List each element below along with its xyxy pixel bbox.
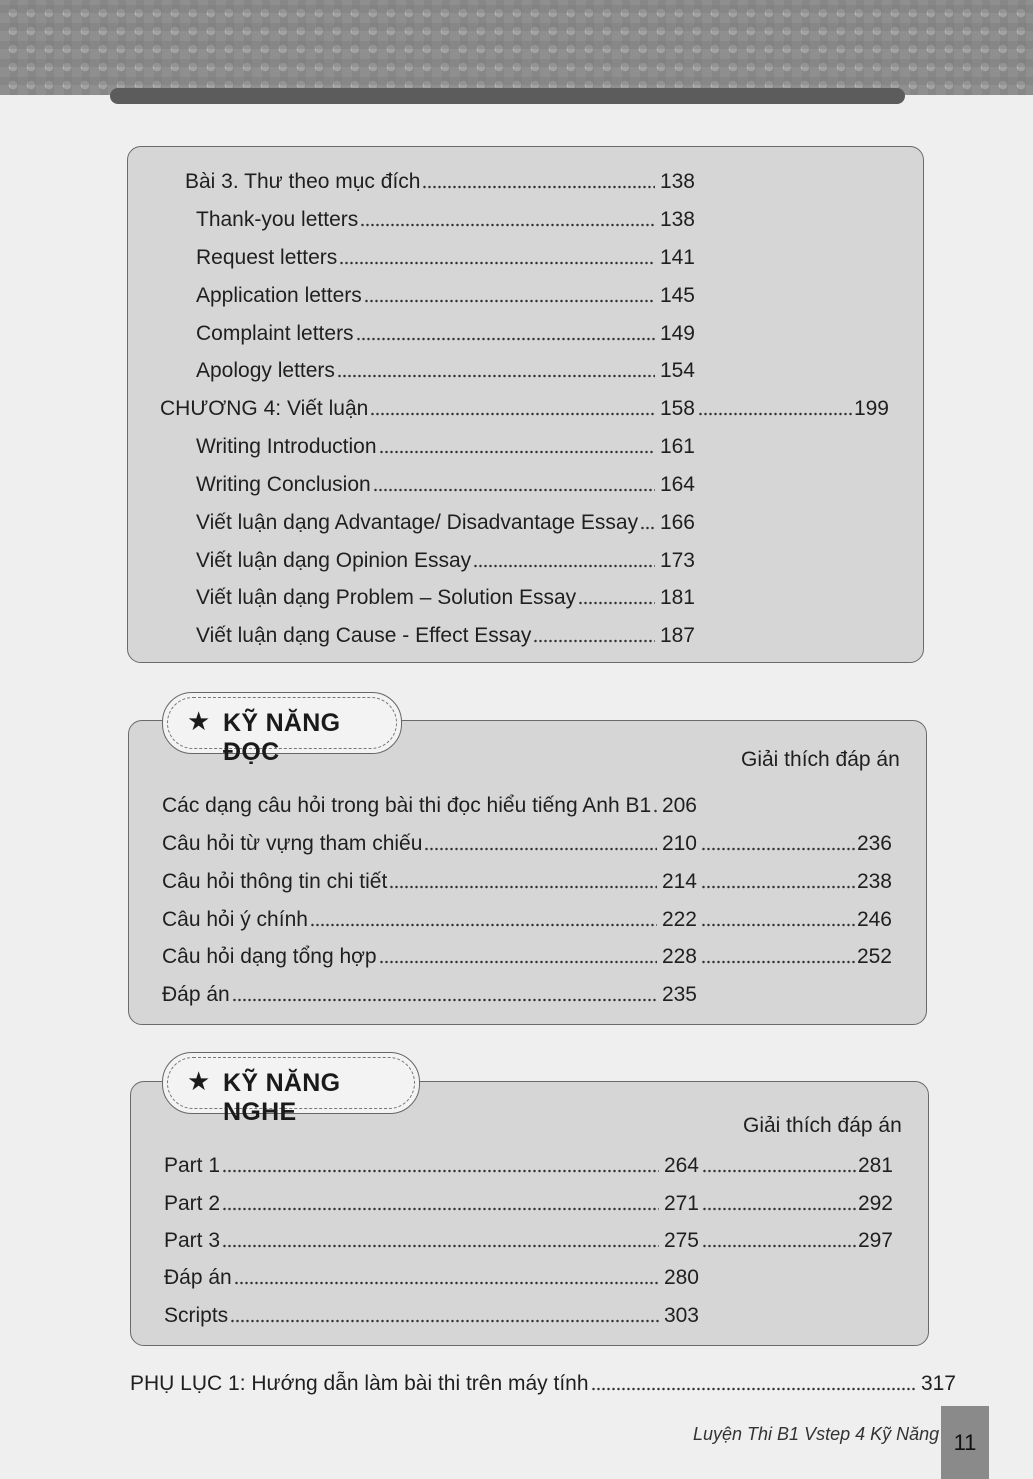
toc-row-page: 228 [661, 945, 697, 968]
toc-row-page: 161 [659, 435, 695, 458]
toc-row [162, 866, 697, 896]
dot-leader [701, 923, 857, 927]
toc-row-page: 275 [663, 1229, 699, 1252]
toc-row-label: Application letters [196, 284, 362, 307]
dot-leader [389, 885, 657, 889]
dot-leader [234, 1281, 659, 1285]
dot-leader [640, 526, 655, 530]
toc-row [196, 431, 695, 461]
dot-leader [701, 885, 857, 889]
section-title-text: KỸ NĂNG NGHE [223, 1069, 341, 1126]
dot-leader [310, 923, 657, 927]
toc-row-label: Đáp án [164, 1266, 232, 1289]
toc-row [164, 1188, 699, 1218]
header-bar [110, 88, 905, 104]
dot-leader [360, 223, 655, 227]
dot-leader [702, 1169, 858, 1173]
toc-row-label: Viết luận dạng Problem – Solution Essay [196, 586, 577, 609]
toc-row [196, 204, 695, 234]
toc-row [162, 979, 697, 1009]
toc-row-answer-page: 292 [857, 1192, 893, 1215]
toc-row-page: 210 [661, 832, 697, 855]
toc-row-label: Viết luận dạng Opinion Essay [196, 549, 472, 572]
toc-row-answer [698, 393, 889, 423]
toc-row-label: Part 2 [164, 1192, 221, 1215]
header-pattern [0, 0, 1033, 95]
toc-row [196, 318, 695, 348]
dot-leader [364, 299, 655, 303]
dot-leader [222, 1207, 659, 1211]
toc-row-label: Các dạng câu hỏi trong bài thi đọc hiểu tiếng Anh B1 [162, 794, 652, 817]
dot-leader [379, 450, 655, 454]
dot-leader [230, 1319, 659, 1323]
dot-leader [473, 564, 655, 568]
answers-column-header: Giải thích đáp án [741, 748, 900, 771]
dot-leader [424, 847, 657, 851]
toc-row [196, 280, 695, 310]
toc-row-label: Thank-you letters [196, 208, 359, 231]
toc-row-appendix [130, 1368, 956, 1398]
toc-row-page: 206 [661, 794, 697, 817]
toc-row [185, 166, 695, 196]
footer-book-title: Luyện Thi B1 Vstep 4 Kỹ Năng [693, 1424, 940, 1444]
page-number: 11 [941, 1406, 989, 1479]
toc-row-answer-page: 238 [856, 870, 892, 893]
answers-column-header: Giải thích đáp án [743, 1114, 902, 1137]
toc-row [196, 582, 695, 612]
toc-row-page: 164 [659, 473, 695, 496]
dot-leader [379, 960, 657, 964]
toc-row-page: 149 [659, 322, 695, 345]
toc-row-answer-page: 281 [857, 1154, 893, 1177]
toc-row-label: Complaint letters [196, 322, 354, 345]
toc-row-label: Câu hỏi thông tin chi tiết [162, 870, 388, 893]
toc-row-answer-page: 252 [856, 945, 892, 968]
toc-row-answer [701, 866, 892, 896]
toc-row-page: 181 [659, 586, 695, 609]
toc-row [162, 828, 697, 858]
toc-row-label: PHỤ LỤC 1: Hướng dẫn làm bài thi trên máy tính [130, 1372, 589, 1395]
dot-leader [422, 185, 654, 189]
toc-row-page: 158 [659, 397, 695, 420]
toc-row-page: 271 [663, 1192, 699, 1215]
toc-row-label: Apology letters [196, 359, 335, 382]
toc-row-page: 173 [659, 549, 695, 572]
toc-row-label: Writing Introduction [196, 435, 377, 458]
toc-row-page: 303 [663, 1304, 699, 1327]
toc-row-page: 222 [661, 908, 697, 931]
star-icon: ★ [187, 707, 211, 737]
toc-row-answer-page: 199 [853, 397, 889, 420]
toc-row-page: 145 [659, 284, 695, 307]
toc-row-page: 138 [659, 208, 695, 231]
dot-leader [698, 412, 854, 416]
toc-row-label: Câu hỏi từ vựng tham chiếu [162, 832, 423, 855]
toc-row [164, 1262, 699, 1292]
toc-row [196, 242, 695, 272]
toc-row-page: 280 [663, 1266, 699, 1289]
toc-row [162, 790, 697, 820]
toc-row-answer-page: 297 [857, 1229, 893, 1252]
toc-row [196, 355, 695, 385]
toc-row-answer [702, 1150, 893, 1180]
dot-leader [701, 847, 857, 851]
toc-row [164, 1150, 699, 1180]
toc-row-label: Request letters [196, 246, 338, 269]
dot-leader [701, 960, 857, 964]
dot-leader [591, 1387, 916, 1391]
toc-row [196, 545, 695, 575]
toc-row-label: Part 1 [164, 1154, 221, 1177]
dot-leader [356, 337, 655, 341]
toc-row-answer-page: 246 [856, 908, 892, 931]
section-title-text: KỸ NĂNG ĐỌC [223, 709, 341, 766]
toc-row-label: Câu hỏi ý chính [162, 908, 308, 931]
toc-row-label: Đáp án [162, 983, 230, 1006]
dot-leader [222, 1169, 659, 1173]
toc-row-answer [702, 1188, 893, 1218]
dot-leader [222, 1244, 659, 1248]
toc-row-page: 264 [663, 1154, 699, 1177]
section-title-reading [162, 692, 402, 766]
toc-row-label: Bài 3. Thư theo mục đích [185, 170, 421, 193]
toc-row [196, 507, 695, 537]
dot-leader [339, 261, 655, 265]
dot-leader [373, 488, 655, 492]
dot-leader [702, 1207, 858, 1211]
toc-row [160, 393, 695, 423]
toc-row-label: Scripts [164, 1304, 229, 1327]
toc-row-page: 138 [659, 170, 695, 193]
toc-row [162, 941, 697, 971]
toc-row-answer [702, 1225, 893, 1255]
toc-row-page: 154 [659, 359, 695, 382]
toc-row-label: Part 3 [164, 1229, 221, 1252]
toc-row [196, 620, 695, 650]
dot-leader [533, 639, 655, 643]
dot-leader [337, 374, 655, 378]
toc-row-label: Writing Conclusion [196, 473, 371, 496]
toc-row [196, 469, 695, 499]
star-icon: ★ [187, 1067, 211, 1097]
dot-leader [232, 998, 657, 1002]
toc-row-page: 235 [661, 983, 697, 1006]
toc-row [164, 1300, 699, 1330]
toc-row-page: 141 [659, 246, 695, 269]
dot-leader [370, 412, 655, 416]
toc-row [162, 904, 697, 934]
toc-row-page: 317 [920, 1372, 956, 1395]
toc-row-page: 214 [661, 870, 697, 893]
toc-row-answer [701, 904, 892, 934]
toc-row-label: CHƯƠNG 4: Viết luận [160, 397, 369, 420]
toc-row-label: Viết luận dạng Advantage/ Disadvantage Essay [196, 511, 639, 534]
section-title-listening [162, 1052, 420, 1126]
toc-row [164, 1225, 699, 1255]
toc-row-page: 187 [659, 624, 695, 647]
toc-row-label: Câu hỏi dạng tổng hợp [162, 945, 377, 968]
toc-row-answer-page: 236 [856, 832, 892, 855]
dot-leader [702, 1244, 858, 1248]
dot-leader [578, 601, 655, 605]
toc-row-answer [701, 828, 892, 858]
toc-row-answer [701, 941, 892, 971]
toc-row-label: Viết luận dạng Cause - Effect Essay [196, 624, 532, 647]
toc-row-page: 166 [659, 511, 695, 534]
